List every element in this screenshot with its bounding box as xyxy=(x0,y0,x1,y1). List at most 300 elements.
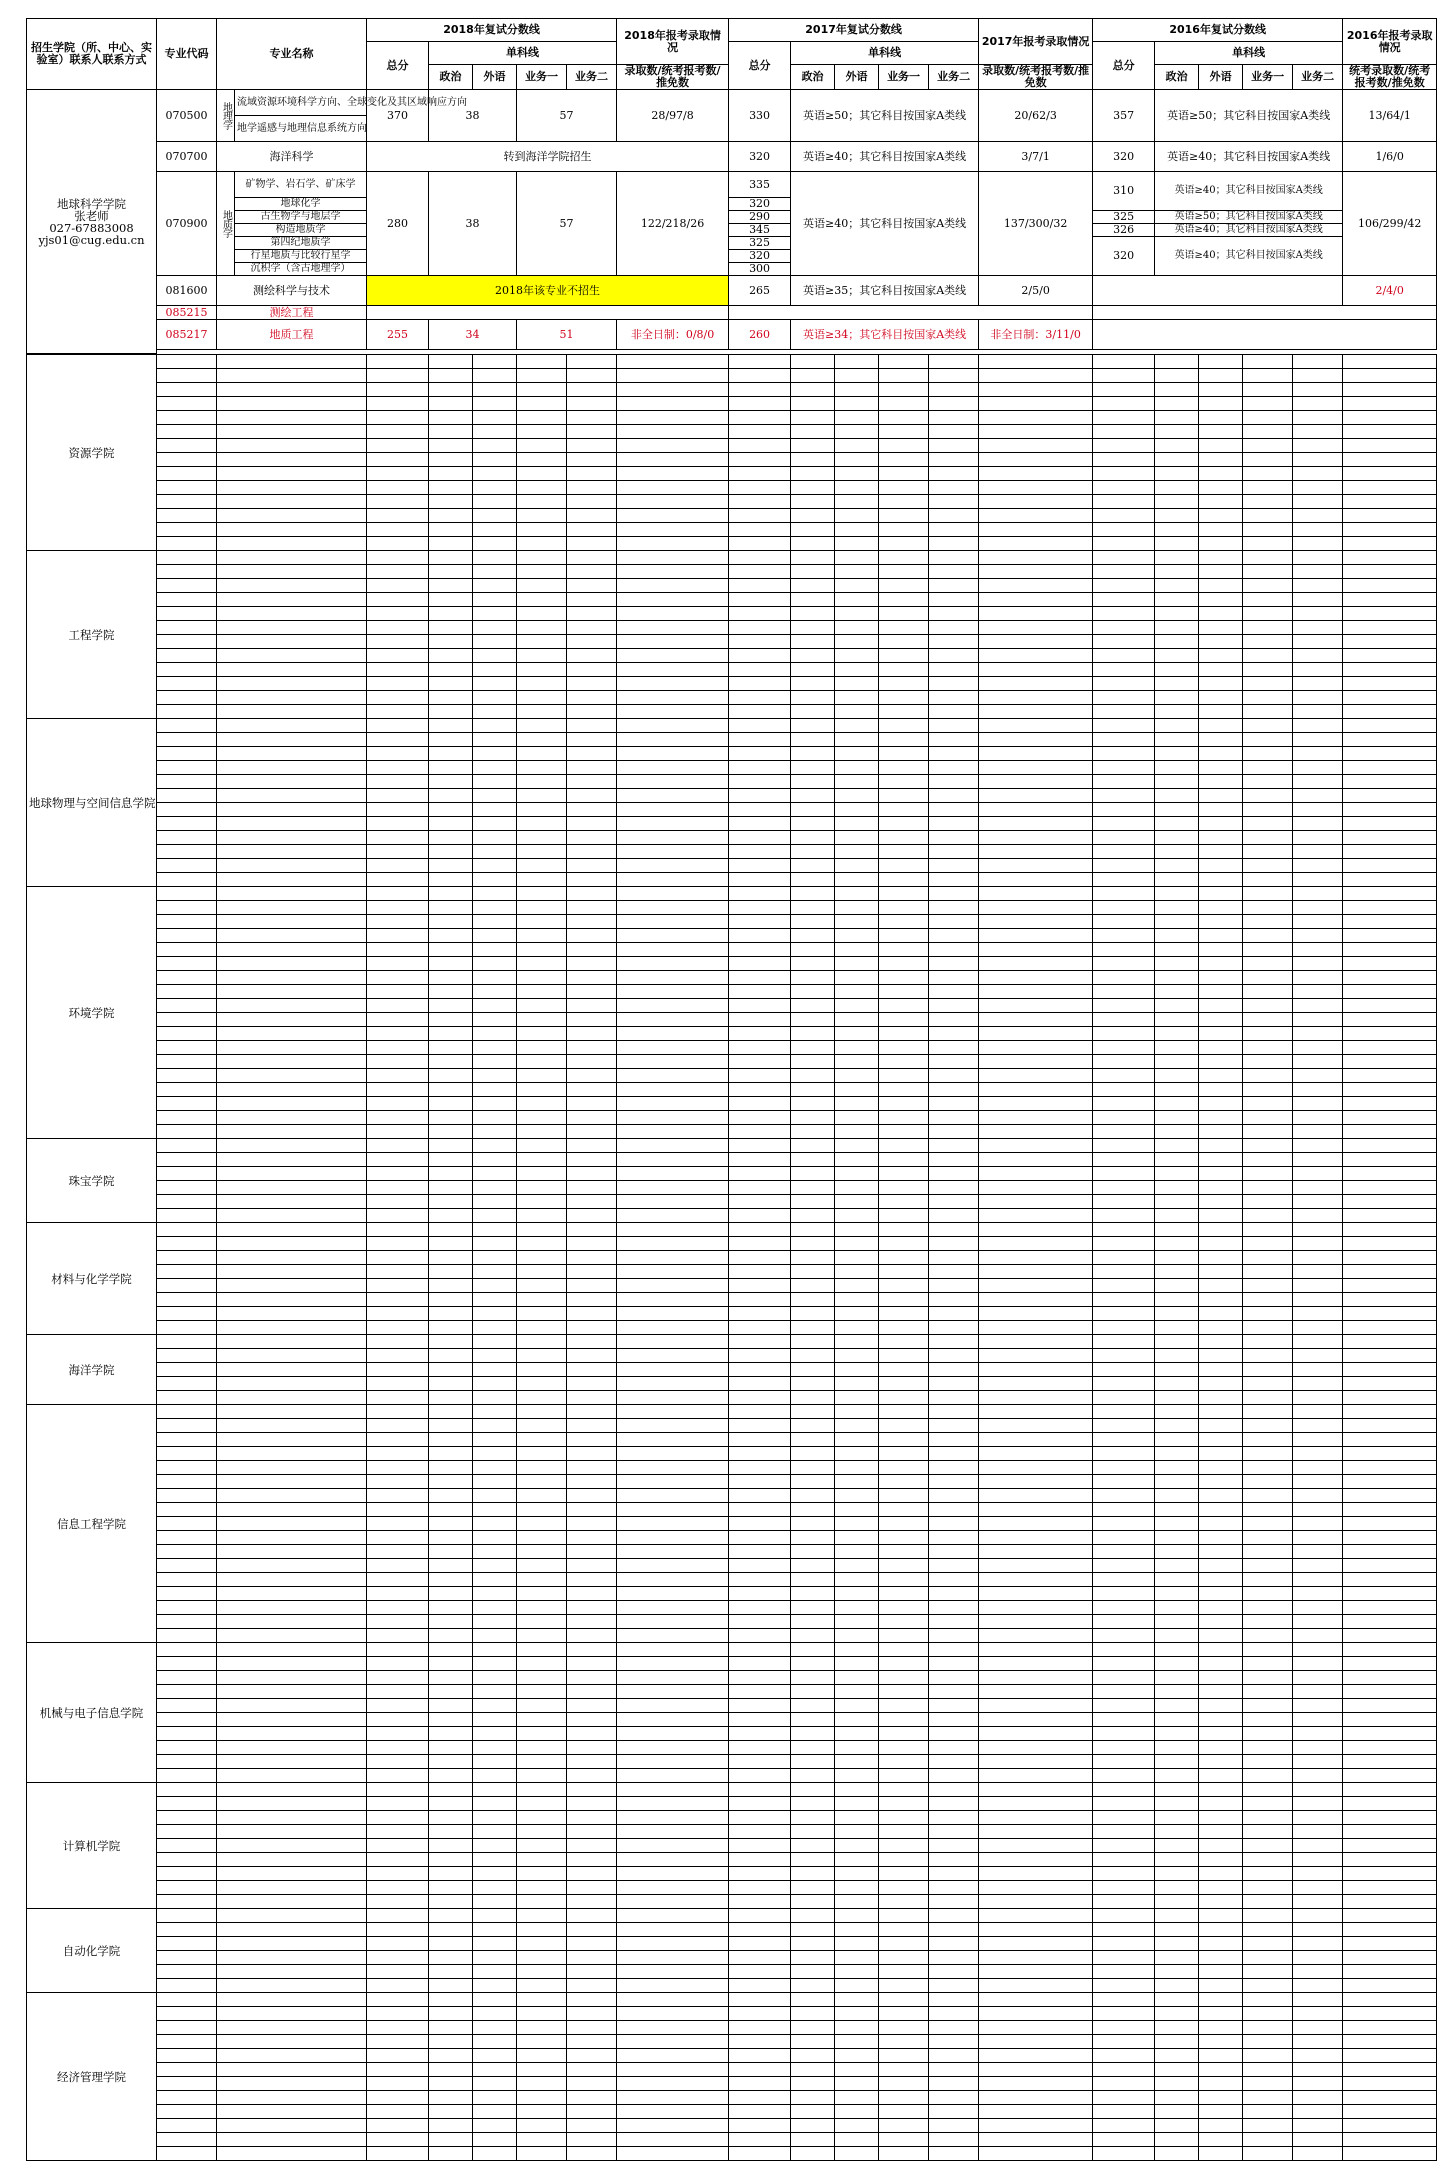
grid-cell xyxy=(157,817,217,831)
grid-cell xyxy=(473,1937,517,1951)
grid-cell xyxy=(835,887,879,901)
grid-cell xyxy=(517,901,567,915)
grid-cell xyxy=(729,985,791,999)
grid-cell xyxy=(429,705,473,719)
grid-cell xyxy=(517,1545,567,1559)
grid-cell xyxy=(567,509,617,523)
grid-cell xyxy=(217,747,367,761)
grid-cell xyxy=(791,2147,835,2161)
grid-cell xyxy=(517,1027,567,1041)
grid-cell xyxy=(1093,467,1155,481)
grid-cell xyxy=(791,1475,835,1489)
grid-cell xyxy=(157,397,217,411)
score-total-2016: 310 xyxy=(1093,172,1155,211)
grid-cell xyxy=(791,1531,835,1545)
grid-cell xyxy=(1199,943,1243,957)
grid-cell xyxy=(1293,1769,1343,1783)
grid-cell xyxy=(979,439,1093,453)
grid-cell xyxy=(729,1181,791,1195)
grid-cell xyxy=(879,1867,929,1881)
grid-cell xyxy=(517,1951,567,1965)
grid-cell xyxy=(879,1209,929,1223)
grid-cell xyxy=(979,1923,1093,1937)
grid-cell xyxy=(217,509,367,523)
grid-cell xyxy=(1155,439,1199,453)
grid-cell xyxy=(835,1307,879,1321)
grid-cell xyxy=(1155,1433,1199,1447)
grid-cell xyxy=(1243,733,1293,747)
grid-cell xyxy=(567,1685,617,1699)
grid-cell xyxy=(429,607,473,621)
grid-cell xyxy=(429,873,473,887)
grid-cell xyxy=(1293,719,1343,733)
grid-cell xyxy=(835,425,879,439)
grid-cell xyxy=(835,1377,879,1391)
grid-cell xyxy=(979,677,1093,691)
grid-cell xyxy=(1243,1055,1293,1069)
grid-cell xyxy=(217,1881,367,1895)
grid-cell xyxy=(567,1335,617,1349)
grid-cell xyxy=(1293,1615,1343,1629)
grid-cell xyxy=(429,1657,473,1671)
grid-cell xyxy=(1293,1699,1343,1713)
grid-cell xyxy=(217,887,367,901)
grid-cell xyxy=(1243,1545,1293,1559)
grid-cell xyxy=(617,1181,729,1195)
grid-cell xyxy=(979,1825,1093,1839)
grid-cell xyxy=(1343,915,1437,929)
grid-cell xyxy=(567,1419,617,1433)
grid-cell xyxy=(517,2119,567,2133)
grid-cell xyxy=(367,1279,429,1293)
grid-cell xyxy=(729,1279,791,1293)
grid-cell xyxy=(217,1195,367,1209)
grid-cell xyxy=(1243,1097,1293,1111)
grid-cell xyxy=(567,1503,617,1517)
grid-cell xyxy=(729,1685,791,1699)
grid-cell xyxy=(217,1419,367,1433)
grid-cell xyxy=(429,1419,473,1433)
grid-cell xyxy=(1199,1419,1243,1433)
grid-cell xyxy=(157,2049,217,2063)
grid-cell xyxy=(879,1433,929,1447)
grid-cell xyxy=(1199,1797,1243,1811)
grid-cell xyxy=(929,1993,979,2007)
grid-cell xyxy=(1343,1699,1437,1713)
grid-cell xyxy=(879,1069,929,1083)
grid-cell xyxy=(217,1097,367,1111)
grid-cell xyxy=(979,1041,1093,1055)
grid-cell xyxy=(1093,677,1155,691)
grid-cell xyxy=(729,761,791,775)
grid-cell xyxy=(429,1475,473,1489)
grid-cell xyxy=(1293,663,1343,677)
empty-2016 xyxy=(1093,306,1437,320)
grid-cell xyxy=(473,635,517,649)
grid-cell xyxy=(617,1027,729,1041)
grid-cell xyxy=(367,1335,429,1349)
grid-cell xyxy=(1093,1699,1155,1713)
grid-cell xyxy=(567,1867,617,1881)
grid-cell xyxy=(1199,509,1243,523)
grid-cell xyxy=(617,1601,729,1615)
grid-cell xyxy=(729,943,791,957)
grid-cell xyxy=(1093,2091,1155,2105)
grid-cell xyxy=(429,1965,473,1979)
grid-cell xyxy=(217,1559,367,1573)
grid-cell xyxy=(473,691,517,705)
grid-cell xyxy=(617,1867,729,1881)
grid-cell xyxy=(1343,439,1437,453)
grid-cell xyxy=(979,635,1093,649)
grid-cell xyxy=(473,1251,517,1265)
grid-cell xyxy=(1155,663,1199,677)
grid-cell xyxy=(879,1909,929,1923)
grid-cell xyxy=(567,1139,617,1153)
grid-cell xyxy=(1293,1293,1343,1307)
grid-cell xyxy=(617,1643,729,1657)
grid-cell xyxy=(567,705,617,719)
grid-cell xyxy=(1243,2035,1293,2049)
grid-cell xyxy=(1293,1195,1343,1209)
grid-cell xyxy=(1293,509,1343,523)
grid-cell xyxy=(835,1405,879,1419)
grid-cell xyxy=(835,369,879,383)
grid-cell xyxy=(567,1153,617,1167)
grid-cell xyxy=(217,2049,367,2063)
grid-cell xyxy=(1093,2035,1155,2049)
grid-cell xyxy=(217,2119,367,2133)
grid-cell xyxy=(835,621,879,635)
grid-cell xyxy=(157,1405,217,1419)
grid-cell xyxy=(979,1937,1093,1951)
grid-cell xyxy=(1293,1083,1343,1097)
grid-cell xyxy=(835,1643,879,1657)
grid-cell xyxy=(1293,1097,1343,1111)
grid-cell xyxy=(1155,467,1199,481)
grid-cell xyxy=(157,1167,217,1181)
grid-cell xyxy=(879,1265,929,1279)
grid-cell xyxy=(1293,1713,1343,1727)
grid-cell xyxy=(1343,1601,1437,1615)
grid-cell xyxy=(879,1741,929,1755)
grid-cell xyxy=(217,859,367,873)
grid-cell xyxy=(835,1083,879,1097)
grid-cell xyxy=(567,1783,617,1797)
grid-cell xyxy=(367,1559,429,1573)
grid-cell xyxy=(929,1755,979,1769)
grid-cell xyxy=(929,1265,979,1279)
grid-cell xyxy=(367,1839,429,1853)
grid-cell xyxy=(1343,1713,1437,1727)
grid-cell xyxy=(1199,397,1243,411)
grid-cell xyxy=(157,1153,217,1167)
grid-cell xyxy=(1155,509,1199,523)
grid-cell xyxy=(729,439,791,453)
grid-cell xyxy=(979,1517,1093,1531)
grid-cell xyxy=(929,859,979,873)
grid-cell xyxy=(367,2063,429,2077)
grid-cell xyxy=(1293,705,1343,719)
grid-cell xyxy=(1155,985,1199,999)
grid-cell xyxy=(617,2105,729,2119)
grid-cell xyxy=(367,467,429,481)
major-group: 地理学 xyxy=(217,90,235,142)
grid-cell xyxy=(217,2147,367,2161)
grid-cell xyxy=(429,2021,473,2035)
grid-cell xyxy=(879,1643,929,1657)
grid-cell xyxy=(1293,803,1343,817)
grid-cell xyxy=(429,1713,473,1727)
grid-cell xyxy=(1199,747,1243,761)
grid-cell xyxy=(879,1251,929,1265)
grid-cell xyxy=(729,481,791,495)
grid-cell xyxy=(1199,719,1243,733)
grid-cell xyxy=(617,901,729,915)
grid-cell xyxy=(929,2105,979,2119)
grid-cell xyxy=(567,663,617,677)
grid-cell xyxy=(429,1111,473,1125)
grid-cell xyxy=(791,1405,835,1419)
grid-cell xyxy=(617,1097,729,1111)
grid-cell xyxy=(1093,2077,1155,2091)
grid-cell xyxy=(929,551,979,565)
grid-cell xyxy=(517,467,567,481)
grid-cell xyxy=(1243,1517,1293,1531)
grid-cell xyxy=(617,1237,729,1251)
grid-cell xyxy=(1343,1811,1437,1825)
grid-cell xyxy=(429,2049,473,2063)
grid-cell xyxy=(1155,1671,1199,1685)
grid-cell xyxy=(429,1377,473,1391)
grid-cell xyxy=(567,2133,617,2147)
grid-cell xyxy=(1093,915,1155,929)
grid-cell xyxy=(617,495,729,509)
grid-cell xyxy=(791,1377,835,1391)
grid-cell xyxy=(367,1881,429,1895)
grid-cell xyxy=(217,1153,367,1167)
grid-cell xyxy=(791,929,835,943)
grid-cell xyxy=(567,383,617,397)
grid-cell xyxy=(729,831,791,845)
grid-cell xyxy=(517,1041,567,1055)
grid-cell xyxy=(929,1699,979,1713)
grid-cell xyxy=(1343,1853,1437,1867)
grid-cell xyxy=(929,789,979,803)
grid-cell xyxy=(157,1461,217,1475)
score-total-2016: 325 xyxy=(1093,211,1155,224)
grid-cell xyxy=(929,1951,979,1965)
grid-cell xyxy=(473,775,517,789)
grid-cell xyxy=(1155,1489,1199,1503)
grid-cell xyxy=(791,1055,835,1069)
grid-cell xyxy=(791,383,835,397)
grid-cell xyxy=(517,677,567,691)
grid-cell xyxy=(791,691,835,705)
grid-cell xyxy=(1093,663,1155,677)
grid-cell xyxy=(929,1489,979,1503)
grid-cell xyxy=(879,999,929,1013)
grid-cell xyxy=(979,859,1093,873)
grid-cell xyxy=(567,2007,617,2021)
grid-cell xyxy=(617,397,729,411)
grid-cell xyxy=(517,1825,567,1839)
grid-cell xyxy=(1293,1209,1343,1223)
grid-cell xyxy=(567,1643,617,1657)
grid-cell xyxy=(835,1433,879,1447)
grid-cell xyxy=(617,1531,729,1545)
grid-cell xyxy=(929,1727,979,1741)
grid-cell xyxy=(617,1993,729,2007)
grid-cell xyxy=(729,1923,791,1937)
grid-cell xyxy=(979,1097,1093,1111)
grid-cell xyxy=(979,509,1093,523)
grid-cell xyxy=(617,1125,729,1139)
grid-cell xyxy=(1199,789,1243,803)
grid-cell xyxy=(835,1587,879,1601)
grid-cell xyxy=(617,439,729,453)
grid-cell xyxy=(879,1111,929,1125)
grid-cell xyxy=(517,1657,567,1671)
grid-cell xyxy=(217,1265,367,1279)
grid-cell xyxy=(1199,383,1243,397)
grid-cell xyxy=(1093,2049,1155,2063)
grid-cell xyxy=(1243,1237,1293,1251)
grid-cell xyxy=(1243,1349,1293,1363)
grid-cell xyxy=(1093,495,1155,509)
grid-cell xyxy=(617,1895,729,1909)
grid-cell xyxy=(979,1419,1093,1433)
grid-cell xyxy=(567,1545,617,1559)
grid-cell xyxy=(429,467,473,481)
grid-cell xyxy=(367,663,429,677)
grid-cell xyxy=(157,1573,217,1587)
grid-cell xyxy=(1093,1741,1155,1755)
empty-2017 xyxy=(729,306,1093,320)
grid-cell xyxy=(1343,1391,1437,1405)
grid-cell xyxy=(791,747,835,761)
grid-cell xyxy=(617,677,729,691)
grid-cell xyxy=(1199,369,1243,383)
grid-cell xyxy=(835,1489,879,1503)
grid-cell xyxy=(729,873,791,887)
grid-cell xyxy=(367,1979,429,1993)
grid-cell xyxy=(473,1153,517,1167)
major-code: 070900 xyxy=(157,172,217,276)
grid-cell xyxy=(835,495,879,509)
grid-cell xyxy=(791,2049,835,2063)
grid-cell xyxy=(617,1195,729,1209)
grid-cell xyxy=(791,1013,835,1027)
major-sub: 行星地质与比较行星学 xyxy=(235,250,367,263)
grid-cell xyxy=(1093,1475,1155,1489)
grid-cell xyxy=(157,2147,217,2161)
grid-cell xyxy=(1243,369,1293,383)
grid-cell xyxy=(517,1209,567,1223)
grid-cell xyxy=(617,733,729,747)
grid-cell xyxy=(617,383,729,397)
grid-cell xyxy=(217,593,367,607)
grid-cell xyxy=(979,1755,1093,1769)
grid-cell xyxy=(217,1335,367,1349)
grid-cell xyxy=(367,719,429,733)
grid-cell xyxy=(1199,579,1243,593)
grid-cell xyxy=(1155,579,1199,593)
grid-cell xyxy=(1199,1447,1243,1461)
grid-cell xyxy=(1293,1671,1343,1685)
grid-cell xyxy=(517,1895,567,1909)
grid-cell xyxy=(729,1237,791,1251)
grid-cell xyxy=(1243,691,1293,705)
grid-cell xyxy=(1199,1671,1243,1685)
grid-cell xyxy=(791,1909,835,1923)
grid-cell xyxy=(1093,425,1155,439)
grid-cell xyxy=(1243,999,1293,1013)
grid-cell xyxy=(473,1167,517,1181)
grid-cell xyxy=(1155,1657,1199,1671)
grid-cell xyxy=(1243,1405,1293,1419)
grid-cell xyxy=(367,1167,429,1181)
grid-cell xyxy=(729,383,791,397)
grid-cell xyxy=(791,1615,835,1629)
grid-cell xyxy=(217,999,367,1013)
grid-cell xyxy=(157,1601,217,1615)
grid-cell xyxy=(1093,1265,1155,1279)
y2017-header: 2017年复试分数线 xyxy=(729,19,979,42)
grid-cell xyxy=(1243,929,1293,943)
grid-cell xyxy=(517,537,567,551)
college-name: 材料与化学学院 xyxy=(27,1223,157,1335)
grid-cell xyxy=(617,859,729,873)
grid-cell xyxy=(791,719,835,733)
grid-cell xyxy=(929,1293,979,1307)
grid-cell xyxy=(1093,1433,1155,1447)
grid-cell xyxy=(1093,411,1155,425)
grid-cell xyxy=(979,607,1093,621)
grid-cell xyxy=(367,1657,429,1671)
grid-cell xyxy=(157,369,217,383)
grid-cell xyxy=(429,1153,473,1167)
grid-cell xyxy=(517,2063,567,2077)
grid-cell xyxy=(217,1741,367,1755)
grid-cell xyxy=(567,1769,617,1783)
grid-cell xyxy=(1093,1293,1155,1307)
grid-cell xyxy=(929,1769,979,1783)
grid-cell xyxy=(1343,957,1437,971)
grid-cell xyxy=(517,691,567,705)
grid-cell xyxy=(1243,1839,1293,1853)
grid-cell xyxy=(1199,621,1243,635)
grid-cell xyxy=(929,467,979,481)
grid-cell xyxy=(1293,1307,1343,1321)
grid-cell xyxy=(429,691,473,705)
grid-cell xyxy=(473,1391,517,1405)
grid-cell xyxy=(929,1307,979,1321)
score-note-2016: 英语≥40；其它科目按国家A类线 xyxy=(1155,172,1343,211)
grid-cell xyxy=(729,1097,791,1111)
grid-cell xyxy=(729,2105,791,2119)
grid-cell xyxy=(157,705,217,719)
grid-cell xyxy=(1243,2147,1293,2161)
y2016-single-header: 单科线 xyxy=(1155,42,1343,65)
grid-cell xyxy=(1293,425,1343,439)
grid-cell xyxy=(1155,789,1199,803)
grid-cell xyxy=(1243,1069,1293,1083)
grid-cell xyxy=(217,523,367,537)
grid-cell xyxy=(429,1783,473,1797)
grid-cell xyxy=(157,1951,217,1965)
grid-cell xyxy=(1199,1741,1243,1755)
